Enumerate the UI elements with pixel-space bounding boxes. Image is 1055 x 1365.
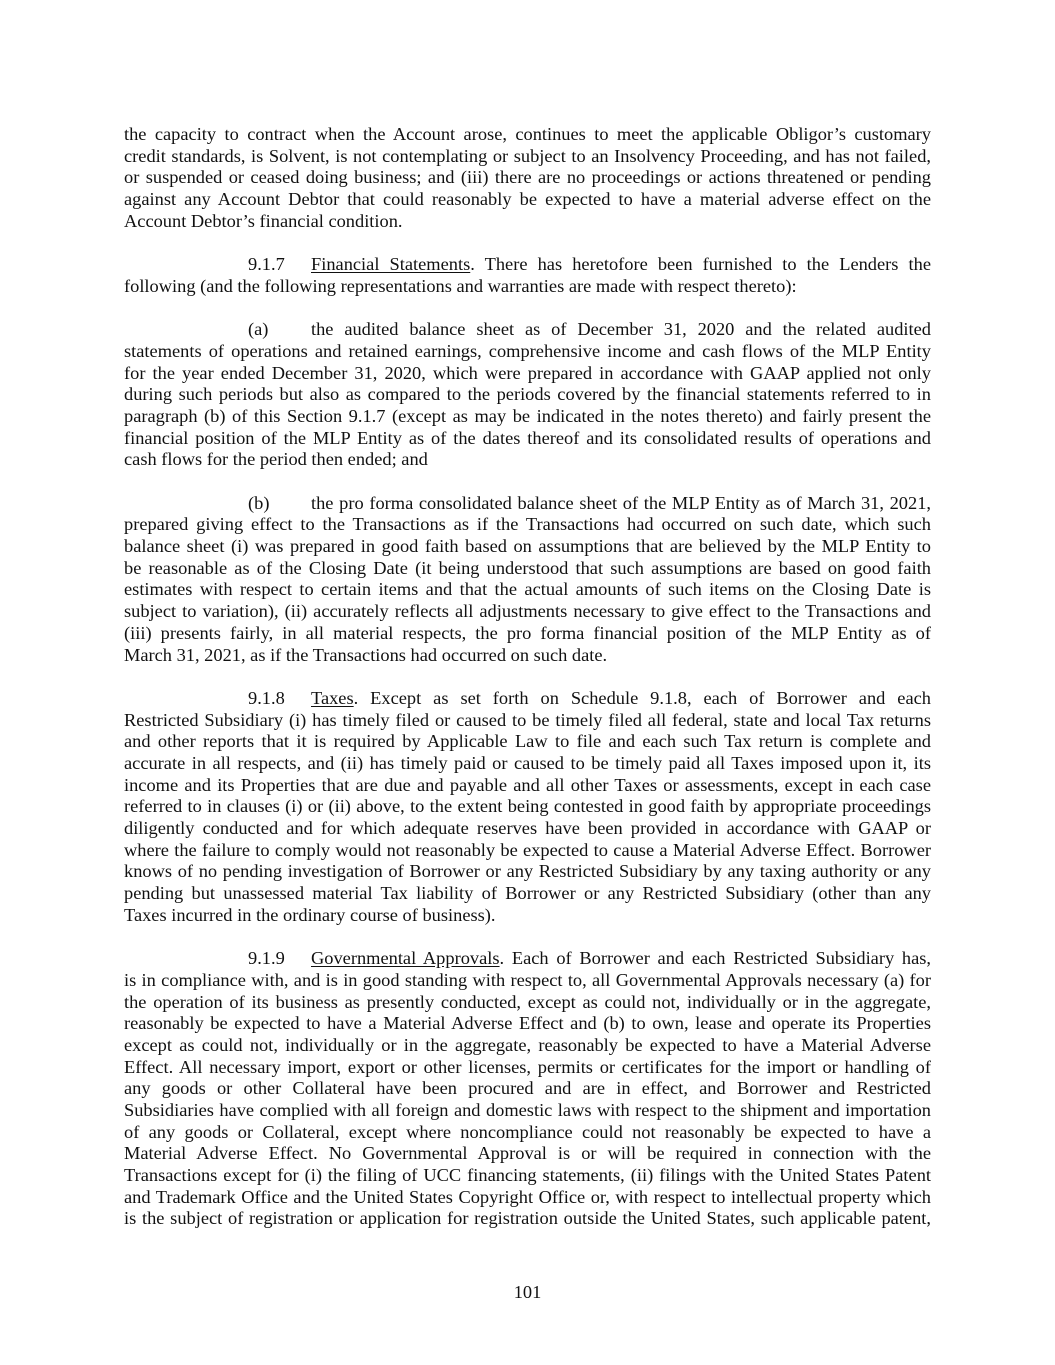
paragraph-line: diligently conducted and for which adequate reserves have been provided in accordance with GAAP or: [124, 818, 931, 838]
section-9-1-7: [124, 254, 931, 297]
paragraph-first-line: [124, 948, 931, 970]
paragraph-line: following (and the following representations and warranties are made with respect thereto):: [124, 275, 797, 296]
paragraph-line: except as could not, individually or in the aggregate, reasonably be expected to have a Material Adverse: [124, 1034, 931, 1055]
paragraph-line: subject to variation), (ii) accurately reflects all adjustments necessary to give effect to the Transactions and: [124, 601, 931, 622]
paragraph-line: is the subject of registration or application for registration outside the United States, such applicable patent,: [124, 1208, 931, 1229]
paragraph-line: knows of no pending investigation of Borrower or any Restricted Subsidiary by any taxing authority or any: [124, 861, 931, 882]
paragraph-line: the capacity to contract when the Account arose, continues to meet the applicable Obligor’s customary: [124, 124, 931, 144]
paragraph-continuation: [124, 124, 931, 232]
section-9-1-9: [124, 948, 931, 1230]
paragraph-line: against any Account Debtor that could reasonably be expected to have a material adverse effect on the: [124, 189, 931, 210]
paragraph-line: and other reports that it is required by Applicable Law to file and each such Tax return is complete and: [124, 731, 931, 752]
paragraph-line: Subsidiaries have complied with all foreign and domestic laws with respect to the shipment and importation: [124, 1099, 931, 1120]
paragraph-line: where the failure to comply would not reasonably be expected to cause a Material Adverse Effect. Borrower: [124, 839, 931, 860]
paragraph-line: credit standards, is Solvent, is not contemplating or subject to an Insolvency Proceeding, and has not failed,: [124, 145, 931, 166]
first-line-body: . There has heretofore been furnished to the Lenders the: [470, 254, 932, 275]
paragraph-line: financial position of the MLP Entity as of the dates thereof and its consolidated results of operations and: [124, 427, 931, 448]
section-heading: Governmental Approvals: [311, 948, 500, 969]
paragraph-line: is in compliance with, and is in good standing with respect to, all Governmental Approvals necessary (a) for: [124, 969, 931, 990]
paragraph-line: paragraph (b) of this Section 9.1.7 (except as may be indicated in the notes thereto) and fairly present the: [124, 405, 931, 426]
paragraph-line: Taxes incurred in the ordinary course of business).: [124, 904, 496, 925]
section-heading: Financial Statements: [311, 254, 471, 275]
first-line-text: [311, 254, 931, 276]
paragraph-line: accurate in all respects, and (ii) has timely paid or caused to be timely paid all Taxes imposed upon it, its: [124, 752, 931, 773]
paragraph-line: referred to in clauses (i) or (ii) above, to the extent being contested in good faith by appropriate proceedings: [124, 796, 931, 817]
paragraph-line: estimates with respect to certain items and that the actual amounts of such items on the Closing Date is: [124, 579, 931, 600]
paragraph-line: Material Adverse Effect. No Governmental Approval is or will be required in connection with the: [124, 1143, 931, 1164]
paragraph-line: pending but unassessed material Tax liability of Borrower or any Restricted Subsidiary (other than any: [124, 883, 931, 904]
paragraph-first-line: [124, 319, 931, 341]
paragraph-line: March 31, 2021, as if the Transactions had occurred on such date.: [124, 644, 608, 665]
section-number: 9.1.9: [248, 948, 285, 969]
document-body: [124, 124, 931, 1252]
paragraph-line: statements of operations and retained earnings, comprehensive income and cash flows of the MLP Entity: [124, 340, 931, 361]
paragraph-line: Transactions except for (i) the filing of UCC financing statements, (ii) filings with the United States Patent: [124, 1165, 931, 1185]
paragraph-line: during such periods but also as compared to the periods covered by the financial statements referred to in: [124, 384, 931, 405]
first-line-body: . Each of Borrower and each Restricted Subsidiary has,: [499, 948, 931, 969]
page-number: 101: [513, 1282, 542, 1302]
paragraph-first-line: [124, 688, 931, 710]
first-line-text: [311, 948, 931, 970]
paragraph-line: reasonably be expected to have a Material Adverse Effect and (b) to own, lease and operate its Properties: [124, 1013, 931, 1034]
paragraph-line: Account Debtor’s financial condition.: [124, 210, 403, 231]
clause-a: [124, 319, 931, 471]
paragraph-line: be reasonable as of the Closing Date (it being understood that such assumptions are based on good faith: [124, 557, 931, 578]
first-line-text: [311, 319, 931, 341]
first-line-body: the pro forma consolidated balance sheet of the MLP Entity as of March 31, 2021,: [311, 492, 931, 513]
section-9-1-8: [124, 688, 931, 927]
paragraph-line: the operation of its business as presently conducted, except as could not, individually or in the aggregate,: [124, 991, 931, 1012]
paragraph-line: cash flows for the period then ended; and: [124, 449, 428, 470]
section-number: 9.1.8: [248, 687, 285, 708]
paragraph-line: or suspended or ceased doing business; and (iii) there are no proceedings or actions threatened or pending: [124, 167, 931, 188]
paragraph-line: income and its Properties that are due and payable and all other Taxes or assessments, except in each case: [124, 774, 931, 795]
paragraph-line: for the year ended December 31, 2020, which were prepared in accordance with GAAP applied not only: [124, 362, 931, 383]
paragraph-line: Effect. All necessary import, export or other licenses, permits or certificates for the import or handling of: [124, 1056, 931, 1077]
clause-b: [124, 493, 931, 667]
paragraph-first-line: [124, 254, 931, 276]
section-heading: Taxes: [311, 687, 354, 708]
paragraph-line: and Trademark Office and the United States Copyright Office or, with respect to intellectual property which: [124, 1186, 931, 1207]
paragraph-line: balance sheet (i) was prepared in good faith based on assumptions that are believed by the MLP Entity to: [124, 536, 931, 557]
first-line-text: [311, 688, 931, 710]
paragraph-line: prepared giving effect to the Transactions as if the Transactions had occurred on such date, which such: [124, 514, 931, 535]
first-line-body: the audited balance sheet as of December 31, 2020 and the related audited: [311, 319, 931, 340]
paragraph-line: (iii) presents fairly, in all material respects, the pro forma financial position of the MLP Entity as of: [124, 622, 931, 643]
first-line-body: . Except as set forth on Schedule 9.1.8, each of Borrower and each: [353, 687, 931, 708]
paragraph-line: of any goods or Collateral, except where noncompliance could not reasonably be expected to have a: [124, 1121, 931, 1142]
paragraph-line: any goods or other Collateral have been procured and are in effect, and Borrower and Restricted: [124, 1078, 931, 1099]
section-number: 9.1.7: [248, 254, 285, 275]
first-line-text: [311, 493, 931, 515]
clause-label: (a): [248, 319, 269, 340]
paragraph-first-line: [124, 493, 931, 515]
clause-label: (b): [248, 492, 270, 513]
paragraph-line: Restricted Subsidiary (i) has timely filed or caused to be timely filed all federal, state and local Tax returns: [124, 709, 931, 730]
